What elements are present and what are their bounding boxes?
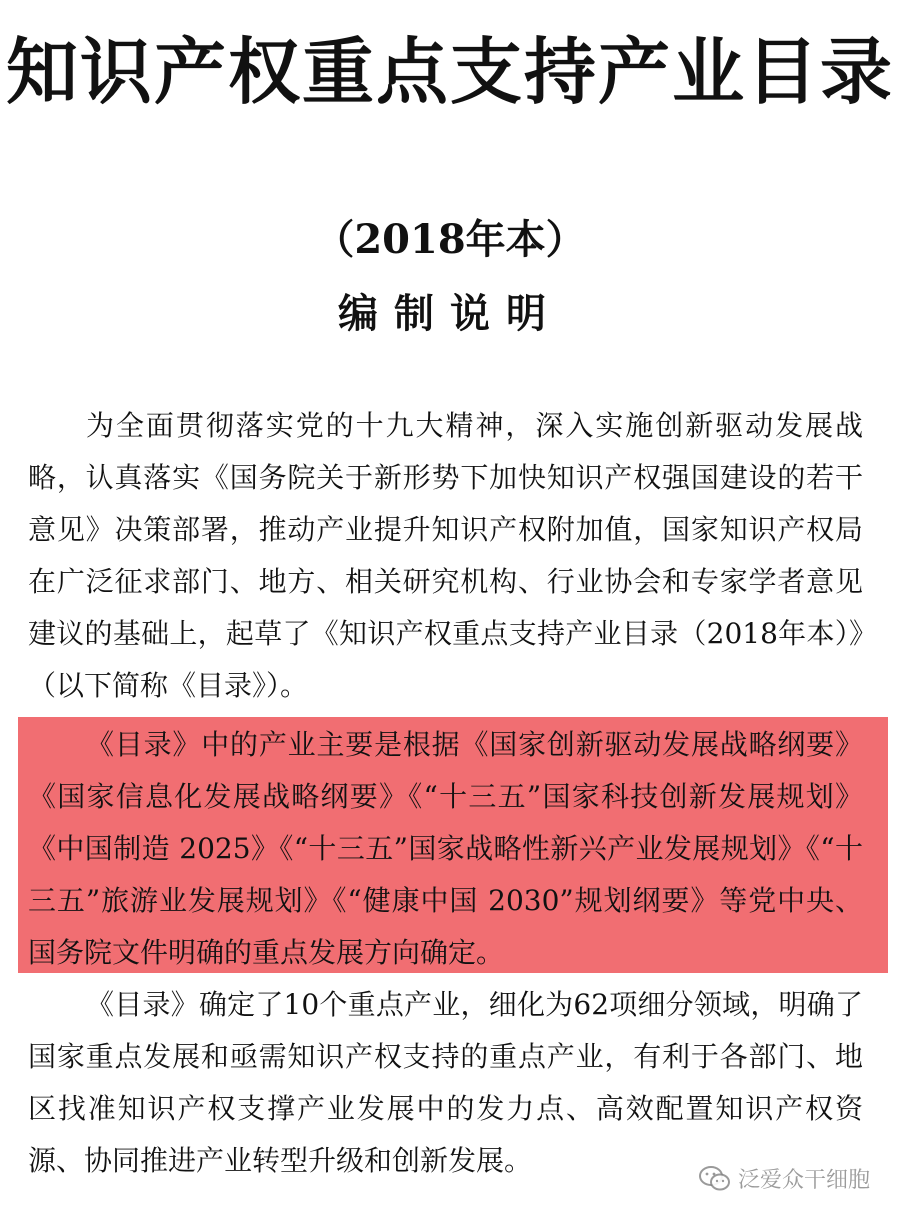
wechat-icon: [698, 1165, 732, 1193]
document-subtitle: 编制说明: [338, 290, 562, 337]
paragraph-sources: 《目录》中的产业主要是根据《国家创新驱动发展战略纲要》《国家信息化发展战略纲要》《“十三五”国家科技创新发展规划》《中国制造 2025》《“十三五”国家战略性新兴产业发展规划》《“十三五”旅游业发展规划》《“健康中国 2030”规划纲要》等党中央、国务院文件明确的重点发展方向确定。: [28, 728, 863, 969]
paragraph-intro: 为全面贯彻落实党的十九大精神，深入实施创新驱动发展战略，认真落实《国务院关于新形势下加快知识产权强国建设的若干意见》决策部署，推动产业提升知识产权附加值，国家知识产权局在广泛征求部门、地方、相关研究机构、行业协会和专家学者意见建议的基础上，起草了《知识产权重点支持产业目录（2018年本）》（以下简称《目录》）。: [28, 409, 863, 702]
document-edition: （2018年本）: [314, 216, 586, 263]
paragraph-scope: 《目录》确定了10个重点产业，细化为62项细分领域，明确了国家重点发展和亟需知识产权支持的重点产业，有利于各部门、地区找准知识产权支撑产业发展中的发力点、高效配置知识产权资源、协同推进产业转型升级和创新发展。: [28, 988, 863, 1177]
watermark-text: 泛爱众干细胞: [737, 1168, 870, 1193]
watermark: [698, 1163, 870, 1194]
document-title: 知识产权重点支持产业目录: [5, 29, 894, 114]
